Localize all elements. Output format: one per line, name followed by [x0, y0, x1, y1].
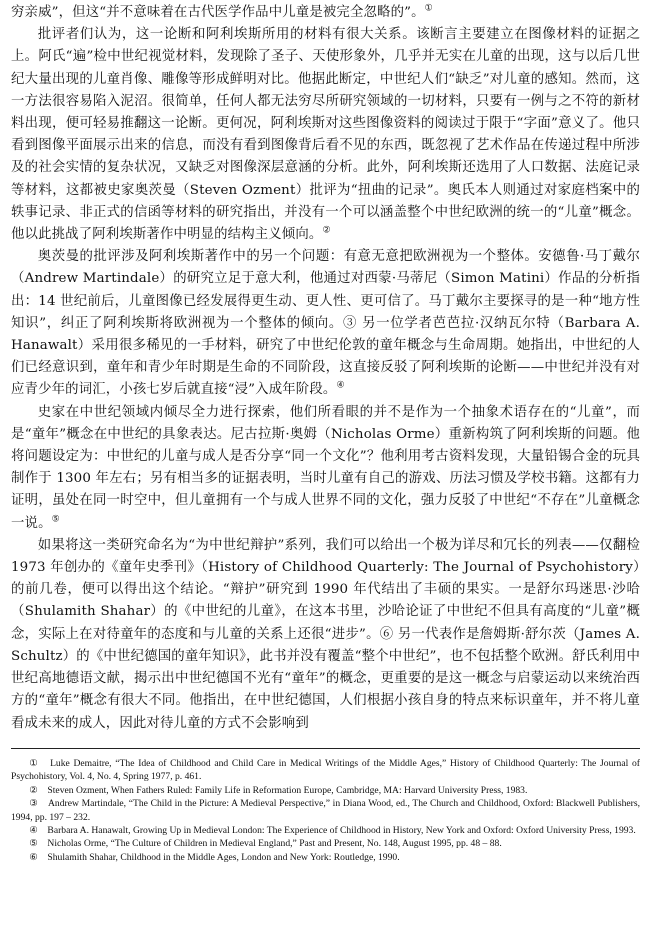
footnote: ② Steven Ozment, When Fathers Ruled: Family Life in Reformation Europe, Cambridge, MA: Harvard University Press, 1983.: [29, 784, 528, 796]
paragraph: 史家在中世纪领域内倾尽全力进行探索，他们所看眼的并不是作为一个抽象术语存在的“儿童”，而是“童年”概念在中世纪的具象表达。尼古拉斯·奥姆（Nicholas Orme）重新构筑了阿利埃斯的问题。他将问题设定为：中世纪的儿童与成人是否分享“同一个文化”？他利用考古资料发现，大量铅锡合金的玩具制作于 1300 年左右；另有相当多的证据表明，当时儿童有自己的游戏、历法习惯及学校书籍。这都有力证明，虽处在同一时空中，但儿童拥有一个与成人世界不同的文化，强力反驳了中世纪“不存在”儿童概念一说。⑤: [11, 404, 640, 531]
footnote: ④ Barbara A. Hanawalt, Growing Up in Medieval London: The Experience of Childhood in History, New York and Oxford: Oxford University Press, 1993.: [29, 825, 636, 837]
body-text: [11, 2, 640, 735]
paragraph: 如果将这一类研究命名为“为中世纪辩护”系列，我们可以给出一个极为详尽和冗长的列表——仅翻检 1973 年创办的《童年史季刊》（History of Childhood Quarterly: The Journal of Psychohistory）的前几卷，便可以得出这个结论。“辩护”研究到 1990 年代结出了丰硕的果实。一是舒尔玛迷思·沙哈（Shulamith Shahar）的《中世纪的儿童》，在这本书里，沙哈论证了中世纪不但具有高度的“儿童”概念，实际上在对待童年的态度和与儿童的关系上还很“进步”。⑥ 另一代表作是詹姆斯·舒尔茨（James A. Schultz）的《中世纪德国的童年知识》，此书并没有覆盖“整个中世纪”，也不包括整个欧洲。舒氏利用中世纪高地德语文献，揭示出中世纪德国不光有“童年”的概念，更重要的是这一概念与启蒙运动以来统治西方的“童年”概念有很大不同。他指出，在中世纪德国，人们根据小孩自身的特点来标识童年，并不将儿童看成未来的成人，因此对待儿童的方式不会影响到: [11, 537, 640, 731]
footnote: ⑤ Nicholas Orme, “The Culture of Children in Medieval England,” Past and Present, No. 148, August 1995, pp. 48 – 88.: [29, 838, 502, 850]
footnote-marker[interactable]: ①: [424, 3, 433, 14]
footnote-marker[interactable]: ②: [322, 225, 331, 236]
footnote: ① Luke Demaitre, “The Idea of Childhood and Child Care in Medical Writings of the Middle Ages,” History of Childhood Quarterly: The Journal of Psychohistory, Vol. 4, No. 4, Spring 1977, p. 461.: [11, 758, 640, 783]
footnotes: [11, 748, 640, 864]
footnote: ⑥ Shulamith Shahar, Childhood in the Middle Ages, London and New York: Routledge, 1990.: [29, 851, 400, 863]
paragraph: 穷亲威”，但这“并不意味着在古代医学作品中儿童是被完全忽略的”。①: [11, 3, 433, 20]
footnote: ③ Andrew Martindale, “The Child in the Picture: A Medieval Perspective,” in Diana Wood, ed., The Church and Childhood, Oxford: Blackwell Publishers, 1994, pp. 197 – 232.: [11, 798, 640, 823]
paragraph: 奥茨曼的批评涉及阿利埃斯著作中的另一个问题：有意无意把欧洲视为一个整体。安德鲁·马丁戴尔（Andrew Martindale）的研究立足于意大利，他通过对西蒙·马蒂尼（Simon Matini）作品的分析指出：14 世纪前后，儿童图像已经发展得更生动、更人性、更可信了。马丁戴尔主要探寻的是一种“地方性知识”，纠正了阿利埃斯将欧洲视为一个整体的倾向。③ 另一位学者芭芭拉·汉纳瓦尔特（Barbara A. Hanawalt）采用很多稀见的一手材料，研究了中世纪伦敦的童年概念与生命周期。她指出，中世纪的人们已经意识到，童年和青少年时期是生命的不同阶段，这直接反驳了阿利埃斯的论断——中世纪并没有对应青少年的词汇，小孩七岁后就直接“浸”入成年阶段。④: [11, 249, 640, 398]
footnote-marker[interactable]: ⑤: [51, 514, 60, 525]
paragraph: 批评者们认为，这一论断和阿利埃斯所用的材料有很大关系。该断言主要建立在图像材料的证据之上。阿氏“遍”检中世纪视觉材料，发现除了圣子、天使形象外，几乎并无实在儿童的出现，这与以后几世纪大量出现的儿童肖像、雕像等形成鲜明对比。他据此断定，中世纪人们“缺乏”对儿童的感知。然而，这一方法很容易陷入泥沼。很简单，任何人都无法穷尽所研究领域的一切材料，只要有一例与之不符的新材料出现，便可轻易推翻这一论断。更何况，阿利埃斯对这些图像资料的阅读过于限于“字面”意义了。他只看到图像平面展示出来的信息，而没有看到图像背后看不见的东西，既忽视了艺术作品在传递过程中所涉及的社会实情的复杂状况，又缺乏对图像深层意涵的分析。此外，阿利埃斯还选用了人口数据、法庭记录等材料，这都被史家奥茨曼（Steven Ozment）批评为“扭曲的记录”。奥氏本人则通过对家庭档案中的轶事记录、非正式的信函等材料的研究指出，并没有一个可以涵盖整个中世纪欧洲的统一的“儿童”概念。他以此挑战了阿利埃斯著作中明显的结构主义倾向。②: [11, 27, 640, 243]
footnote-marker[interactable]: ④: [336, 380, 345, 391]
